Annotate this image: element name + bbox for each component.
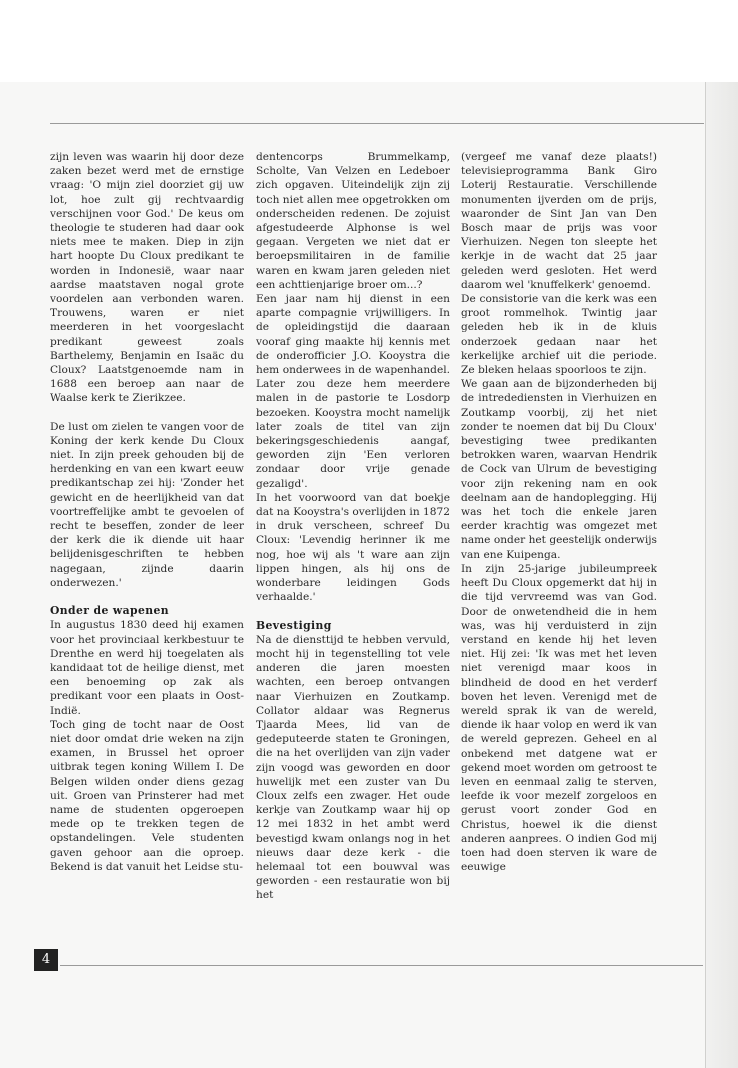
paragraph: De lust om zielen te vangen voor de Koning der kerk kende Du Cloux niet. In zijn preek gehouden bij de herdenking en van een kwart eeuw predikantschap zei hij: 'Zonder het gewicht en de heerlijkheid van dat voortreffelijke ambt te gevoelen of recht te beseffen, zonder de leer der kerk die ik diende uit haar belijdenisgeschriften te hebben nagegaan, zijnde daarin onderwezen.' [50,420,244,589]
paragraph: zijn leven was waarin hij door deze zaken bezet werd met de ernstige vraag: 'O mijn ziel doorziet gij uw lot, hoe zult gij rechtvaardig verschijnen voor God.' De keus om theologie te studeren had daar ook niets mee te maken. Diep in zijn hart hoopte Du Cloux predikant te worden in Indonesië, waar naar aardse maatstaven nogal grote voordelen aan verbonden waren. Trouwens, waren er niet meerderen in het voorgeslacht predikant geweest zoals Barthelemy, Benjamin en Isaäc du Cloux? Laatstgenoemde nam in 1688 een beroep aan naar de Waalse kerk te Zierikzee. [50,151,244,405]
paragraph: Toch ging de tocht naar de Oost niet door omdat drie weken na zijn examen, in Brussel het oproer uitbrak tegen koning Willem I. De Belgen wilden onder diens gezag uit. Groen van Prinsterer had met name de studenten opgeroepen mede op te trekken tegen de opstandelingen. Vele studenten gaven gehoor aan die oproep. Bekend is dat vanuit het Leidse stu- [50,718,244,873]
paragraph: dentencorps Brummelkamp, Scholte, Van Velzen en Ledeboer zich opgaven. Uiteindelijk zijn zij toch niet allen mee opgetrokken om onderscheiden redenen. De zojuist afgestudeerde Alphonse is wel gegaan. Vergeten we niet dat er beroepsmilitairen in de familie waren en kwam jaren geleden niet een achttienjarige broer om...? [256,151,450,291]
paragraph: In augustus 1830 deed hij examen voor het provinciaal kerkbestuur te Drenthe en werd hij toegelaten als kandidaat tot de heilige dienst, met een benoeming op zak als predikant voor een plaats in Oost-Indië. [50,619,244,717]
footer-rule [60,965,703,966]
text-column-2 [256,150,450,940]
paragraph: De consistorie van die kerk was een groot rommelhok. Twintig jaar geleden heb ik in de kluis onderzoek gedaan naar het kerkelijke archief uit die periode. Ze bleken helaas spoorloos te zijn. [461,293,657,377]
header-rule [50,123,704,124]
text-column-1 [50,150,244,940]
paragraph: (vergeef me vanaf deze plaats!) televisieprogramma Bank Giro Loterij Restauratie. Verschillende monumenten ijverden om de prijs, waaronder de Sint Jan van Den Bosch maar de prijs was voor Vierhuizen. Negen ton sleepte het kerkje in de wacht dat 25 jaar geleden werd gesloten. Het werd daarom wel 'knuffelkerk' genoemd. [461,151,657,291]
paragraph: Na de diensttijd te hebben vervuld, mocht hij in tegenstelling tot vele anderen die jaren moesten wachten, een beroep ontvangen naar Vierhuizen en Zoutkamp. Collator aldaar was Regnerus Tjaarda Mees, lid van de gedeputeerde staten te Groningen, die na het overlijden van zijn vader zijn voogd was geworden en door huwelijk met een zuster van Du Cloux zelfs een zwager. Het oude kerkje van Zoutkamp waar hij op 12 mei 1832 in het ambt werd bevestigd kwam onlangs nog in het nieuws daar deze kerk - die helemaal tot een bouwval was geworden - een restauratie won bij het [256,633,450,902]
paragraph: In zijn 25-jarige jubileumpreek heeft Du Cloux opgemerkt dat hij in die tijd vervreemd was van God. Door de onwetendheid die in hem was, was hij verduisterd in zijn verstand en kende hij het leven niet. Hij zei: 'Ik was met het leven niet verenigd maar koos in blindheid de dood en het verderf boven het leven. Verenigd met de wereld sprak ik van de wereld, diende ik haar volop en werd ik van de wereld geprezen. Geheel en al onbekend met datgene wat er gekend moet worden om getroost te leven en eenmaal zalig te sterven, leefde ik voor mezelf zorgeloos en gerust voort zonder God en Christus, hoewel ik die dienst anderen aanprees. O indien God mij toen had doen sterven ik ware de eeuwige [461,562,657,874]
page-number: 4 [34,949,58,971]
text-column-3 [461,150,657,940]
page-edge-shadow [705,82,738,1068]
paragraph: We gaan aan de bijzonderheden bij de intredediensten in Vierhuizen en Zoutkamp voorbij, zij het niet zonder te noemen dat bij Du Cloux' bevestiging twee predikanten betrokken waren, waarvan Hendrik de Cock van Ulrum de bevestiging voor zijn rekening nam en ook deelnam aan de handoplegging. Hij was het toch die enkele jaren eerder krachtig was omgezet met name onder het geestelijk onderwijs van ene Kuipenga. [461,378,657,561]
scan-margin [0,0,738,82]
paragraph: Een jaar nam hij dienst in een aparte compagnie vrijwilligers. In de opleidingstijd die daaraan vooraf ging maakte hij kennis met de onderofficier J.O. Kooystra die hem onderwees in de wapenhandel. Later zou deze hem meerdere malen in de pastorie te Losdorp bezoeken. Kooystra mocht namelijk later zoals de titel van zijn bekeringsgeschiedenis aangaf, geworden zijn 'Een verloren zondaar door vrije genade gezaligd'. [256,293,450,490]
section-heading-bevestiging: Bevestiging [256,618,332,632]
paragraph: In het voorwoord van dat boekje dat na Kooystra's overlijden in 1872 in druk verscheen, schreef Du Cloux: 'Levendig herinner ik me nog, hoe wij als 't ware aan zijn lippen hingen, als hij ons de wonderbare leidingen Gods verhaalde.' [256,491,450,604]
section-heading-onder-de-wapenen: Onder de wapenen [50,604,169,618]
